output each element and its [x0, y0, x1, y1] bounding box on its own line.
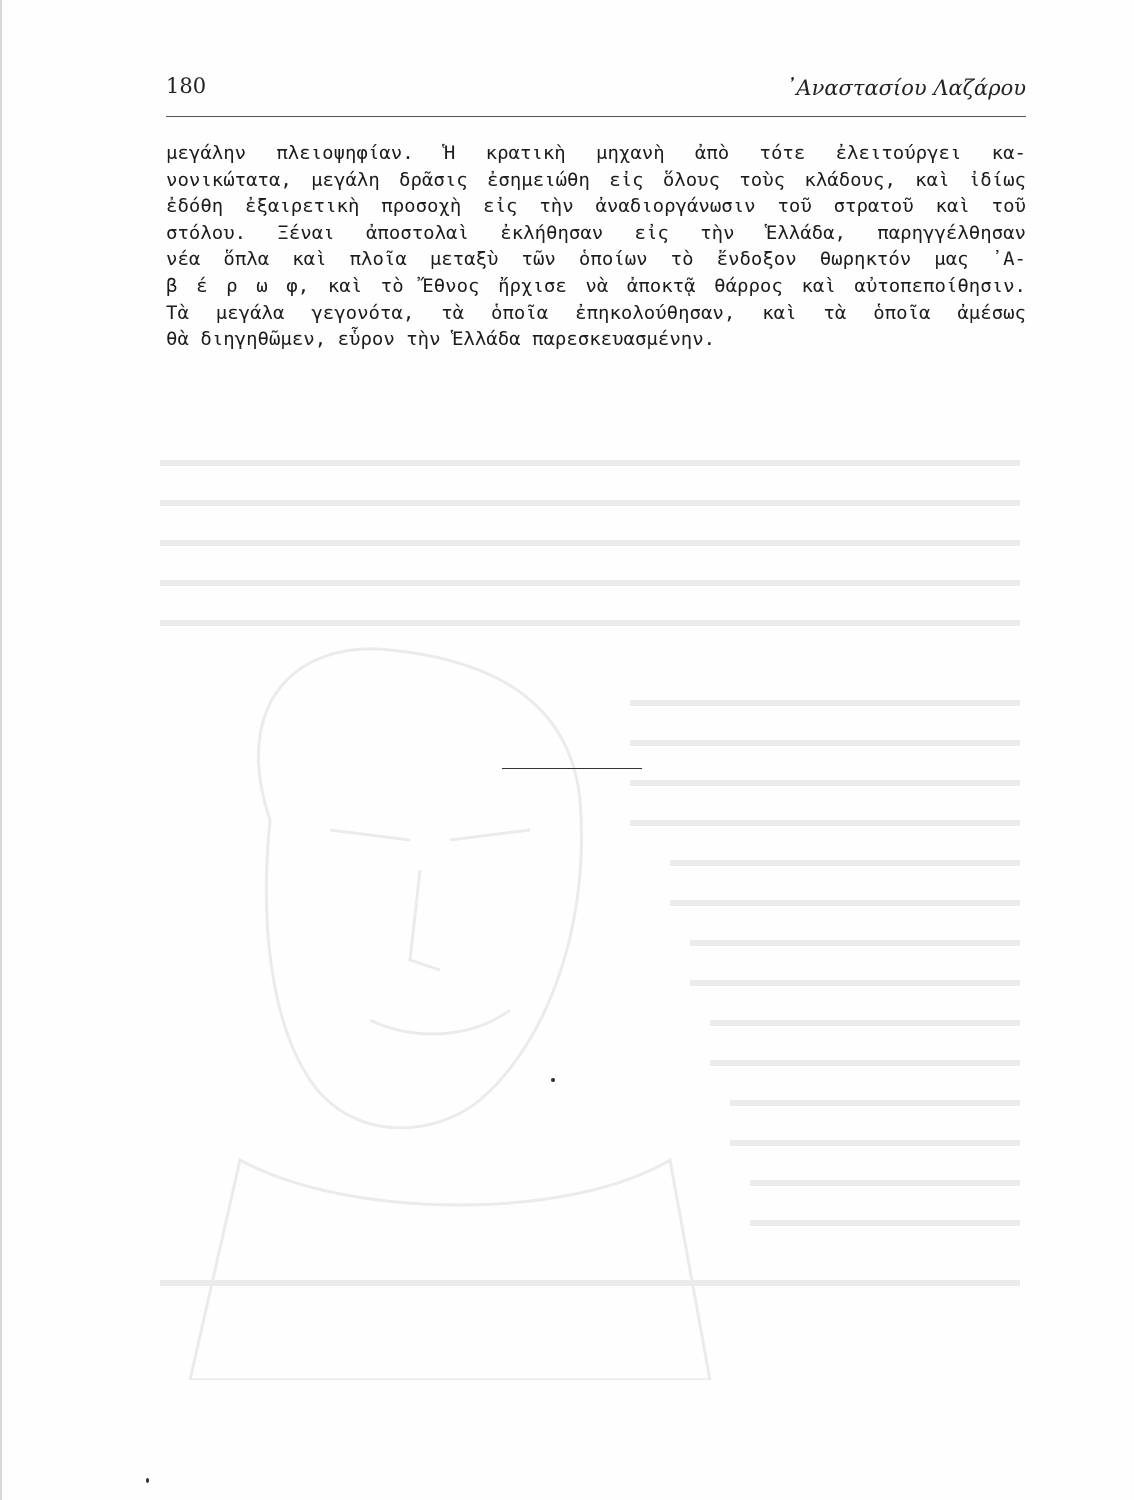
- speck-mark: [146, 1478, 149, 1483]
- text-line: μεγάλην πλειοψηφίαν. Ἡ κρατικὴ μηχανὴ ἀπὸ τότε ἐλειτούργει κα-: [166, 142, 1026, 164]
- text-line: στόλου. Ξέναι ἀποστολαὶ ἐκλήθησαν εἰς τὴν Ἑλλάδα, παρηγγέλθησαν: [166, 221, 1026, 244]
- text-line: Τὰ μεγάλα γεγονότα, τὰ ὁποῖα ἐπηκολούθησαν, καὶ τὰ ὁποῖα ἀμέσως: [166, 301, 1026, 324]
- text-line: θὰ διηγηθῶμεν, εὗρον τὴν Ἑλλάδα παρεσκευασμένην.: [166, 328, 716, 351]
- section-divider: [502, 768, 642, 769]
- body-paragraph: [166, 140, 1026, 353]
- text-line: ἐδόθη ἐξαιρετικὴ προσοχὴ εἰς τὴν ἀναδιοργάνωσιν τοῦ στρατοῦ καὶ τοῦ: [166, 195, 1026, 218]
- text-line: νονικώτατα, μεγάλη δρᾶσις ἐσημειώθη εἰς ὅλους τοὺς κλάδους, καὶ ἰδίως: [166, 168, 1026, 191]
- page-header: [166, 74, 1026, 108]
- text-line: β έ ρ ω φ, καὶ τὸ Ἔθνος ἤρχισε νὰ ἀποκτᾷ θάρρος καὶ αὐτοπεποίθησιν.: [166, 274, 1026, 297]
- running-head-author: ᾿Αναστασίου Λαζάρου: [785, 76, 1026, 100]
- page-edge-shadow: [0, 0, 2, 1500]
- bleed-through-portrait: [150, 400, 1030, 1380]
- header-rule: [166, 116, 1026, 117]
- text-line: νέα ὅπλα καὶ πλοῖα μεταξὺ τῶν ὁποίων τὸ ἔνδοξον θωρηκτόν μας ᾿Α-: [166, 248, 1026, 271]
- page-number: 180: [166, 74, 207, 98]
- speck-mark: [551, 1078, 555, 1082]
